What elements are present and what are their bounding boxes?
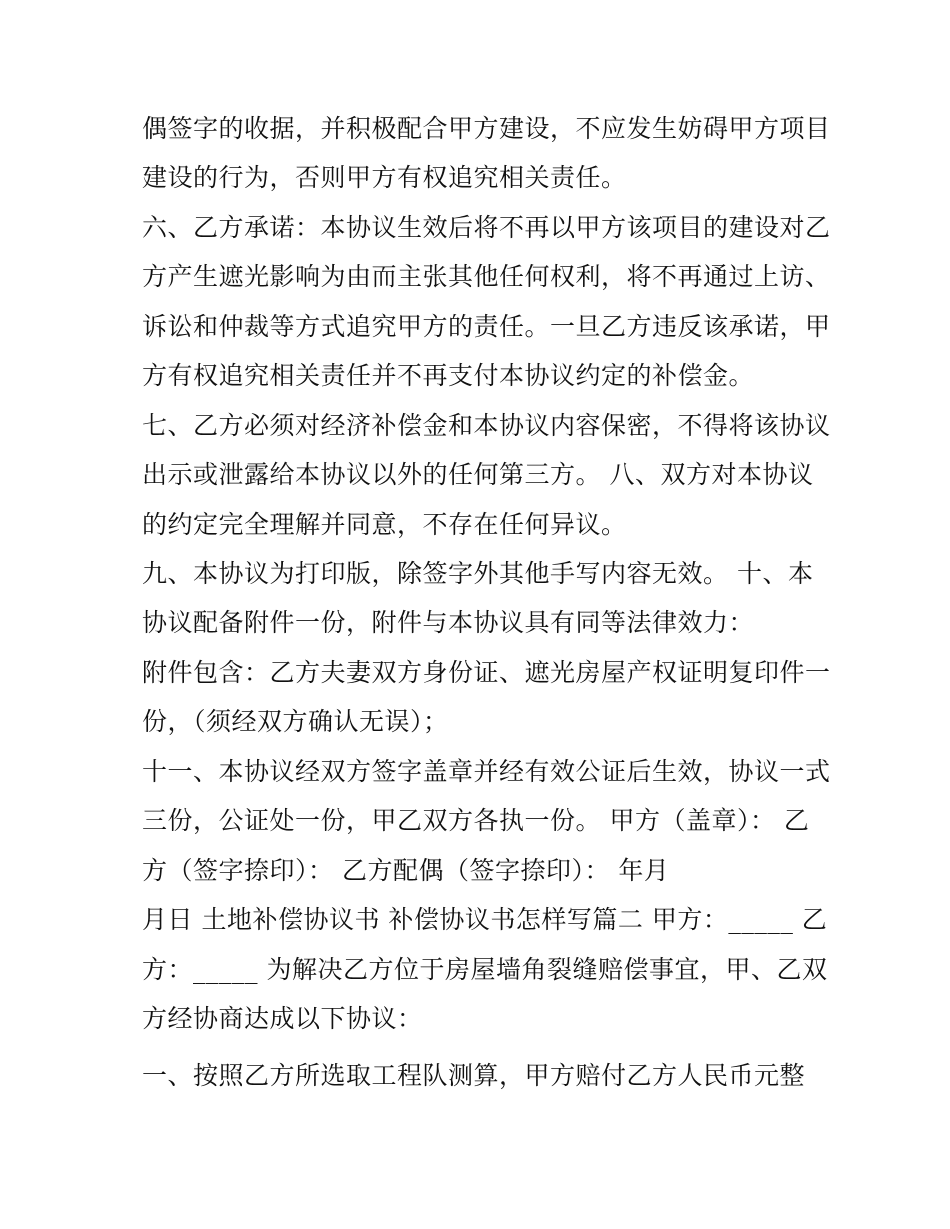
text-line: 一、按照乙方所选取工程队测算，甲方赔付乙方人民币元整 <box>142 1061 806 1090</box>
text-line: 三份，公证处一份，甲乙双方各执一份。 甲方（盖章）： 乙 <box>142 806 810 835</box>
text-line: 方：_____ 为解决乙方位于房屋墙角裂缝赔偿事宜，甲、乙双 <box>142 955 828 984</box>
text-line: 份，（须经双方确认无误）； <box>142 707 449 736</box>
text-line: 九、本协议为打印版，除签字外其他手写内容无效。 十、本 <box>142 559 814 588</box>
text-line: 月日 土地补偿协议书 补偿协议书怎样写篇二 甲方：_____ 乙 <box>142 905 828 934</box>
text-line: 建设的行为，否则甲方有权追究相关责任。 <box>142 163 627 192</box>
text-line: 的约定完全理解并同意，不存在任何异议。 <box>142 510 627 539</box>
text-line: 出示或泄露给本协议以外的任何第三方。 八、双方对本协议 <box>142 460 814 489</box>
text-line: 六、乙方承诺：本协议生效后将不再以甲方该项目的建设对乙 <box>142 213 831 242</box>
text-line: 七、乙方必须对经济补偿金和本协议内容保密，不得将该协议 <box>142 411 831 440</box>
text-line: 协议配备附件一份，附件与本协议具有同等法律效力： <box>142 608 755 637</box>
text-line: 诉讼和仲裁等方式追究甲方的责任。一旦乙方违反该承诺，甲 <box>142 312 831 341</box>
text-line: 方产生遮光影响为由而主张其他任何权利，将不再通过上访、 <box>142 262 831 291</box>
text-line: 十一、本协议经双方签字盖章并经有效公证后生效，协议一式 <box>142 757 831 786</box>
text-line: 方有权追究相关责任并不再支付本协议约定的补偿金。 <box>142 361 755 390</box>
text-line: 方经协商达成以下协议： <box>142 1004 423 1033</box>
text-line: 附件包含：乙方夫妻双方身份证、遮光房屋产权证明复印件一 <box>142 658 831 687</box>
text-line: 方（签字捺印）： 乙方配偶（签字捺印）： 年月 <box>142 856 670 885</box>
text-line: 偶签字的收据，并积极配合甲方建设，不应发生妨碍甲方项目 <box>142 114 831 143</box>
